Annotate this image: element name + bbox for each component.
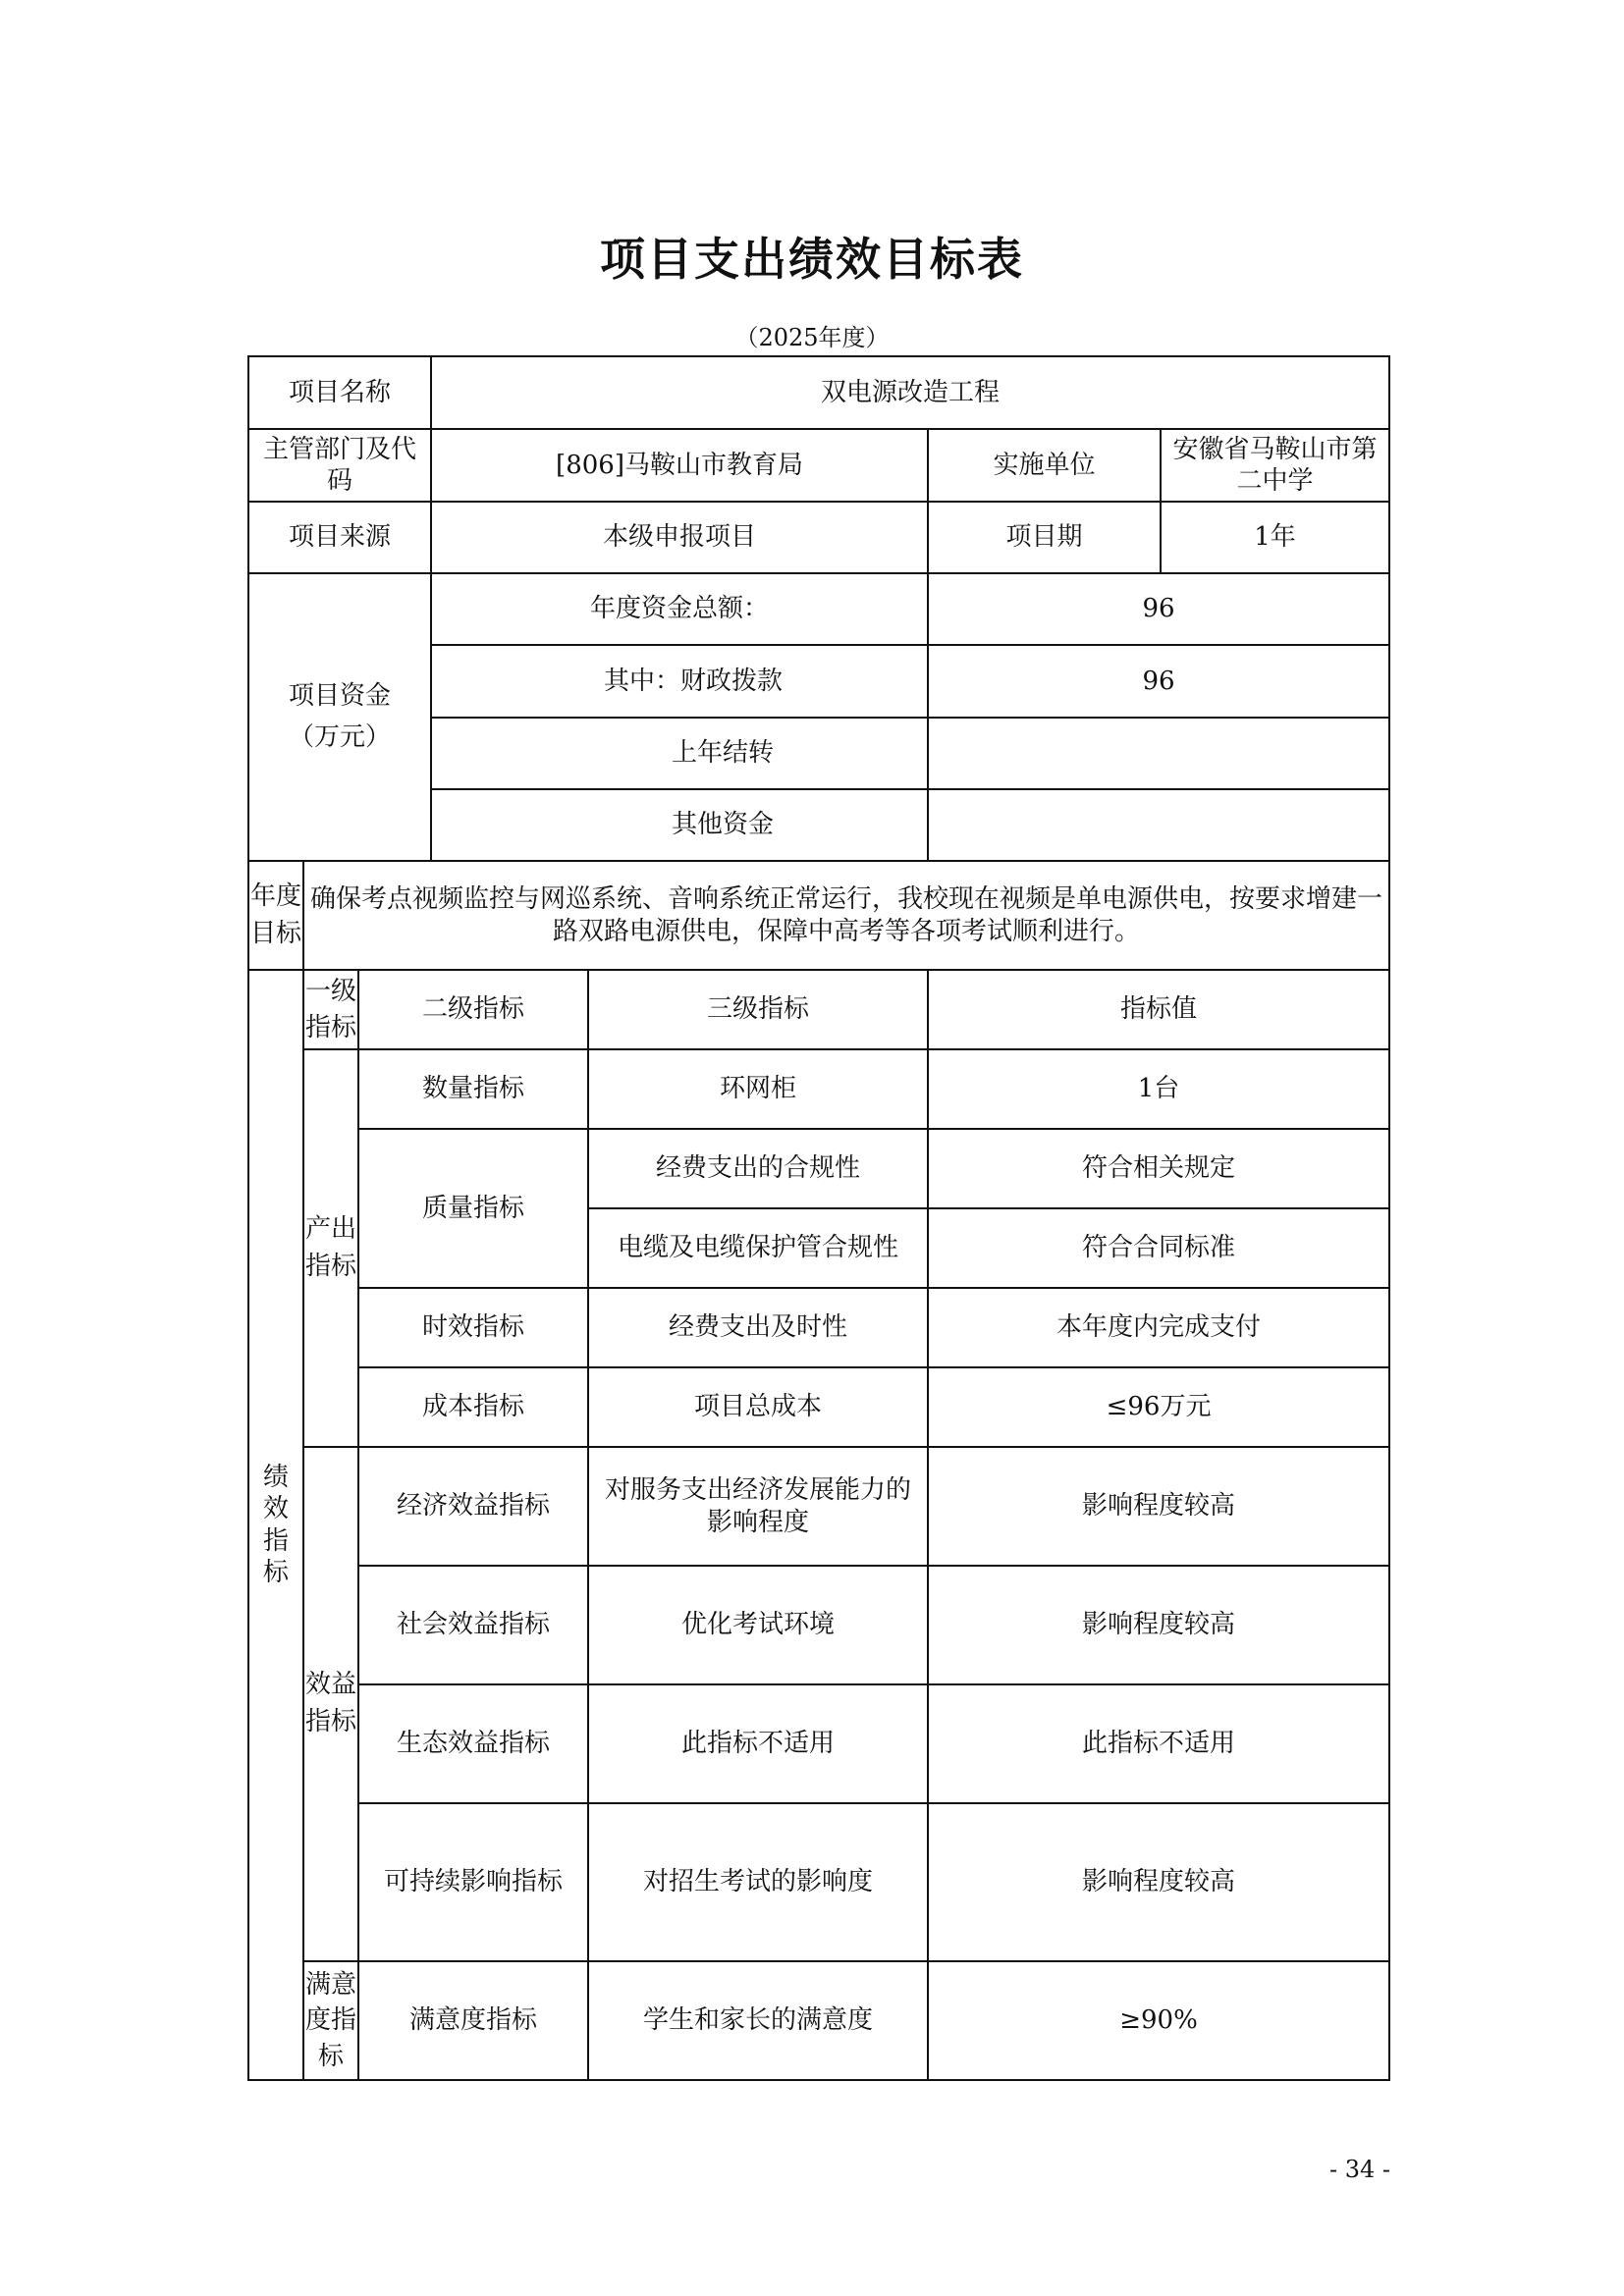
indicator-value: 1台 xyxy=(928,1049,1389,1129)
indicator-level2: 社会效益指标 xyxy=(358,1566,588,1684)
project-name-value: 双电源改造工程 xyxy=(431,356,1389,429)
period-value: 1年 xyxy=(1161,502,1389,573)
indicator-value: 符合合同标准 xyxy=(928,1208,1389,1288)
period-label: 项目期 xyxy=(928,502,1161,573)
page-number: - 34 - xyxy=(1328,2156,1390,2183)
carryover-label: 上年结转 xyxy=(431,718,928,789)
indicator-level3: 经费支出的合规性 xyxy=(588,1129,928,1208)
indicator-level3: 优化考试环境 xyxy=(588,1566,928,1684)
indicator-level3: 对招生考试的影响度 xyxy=(588,1803,928,1961)
other-funds-label: 其他资金 xyxy=(431,789,928,861)
dept-value: [806]马鞍山市教育局 xyxy=(431,429,928,502)
dept-label: 主管部门及代码 xyxy=(248,429,431,502)
indicator-value: 符合相关规定 xyxy=(928,1129,1389,1208)
indicator-level2: 可持续影响指标 xyxy=(358,1803,588,1961)
indicator-level2: 质量指标 xyxy=(358,1129,588,1288)
carryover-value xyxy=(928,718,1389,789)
fiscal-label: 其中：财政拨款 xyxy=(431,645,928,718)
benefit-indicators-label: 效益 指标 xyxy=(303,1447,358,1961)
indicator-level2: 数量指标 xyxy=(358,1049,588,1129)
indicator-value: ≥90% xyxy=(928,1961,1389,2080)
annual-total-label: 年度资金总额： xyxy=(431,573,928,645)
indicator-level3: 经费支出及时性 xyxy=(588,1288,928,1367)
satisfaction-indicators-label: 满意 度指 标 xyxy=(303,1961,358,2080)
indicator-level2: 生态效益指标 xyxy=(358,1684,588,1803)
indicator-level3: 此指标不适用 xyxy=(588,1684,928,1803)
indicator-level2: 满意度指标 xyxy=(358,1961,588,2080)
impl-unit-value: 安徽省马鞍山市第二中学 xyxy=(1161,429,1389,502)
indicator-level3: 项目总成本 xyxy=(588,1367,928,1447)
source-label: 项目来源 xyxy=(248,502,431,573)
year-subtitle: （2025年度） xyxy=(734,324,890,351)
header-level3: 三级指标 xyxy=(588,970,928,1049)
indicator-value: 影响程度较高 xyxy=(928,1803,1389,1961)
indicator-level2: 时效指标 xyxy=(358,1288,588,1367)
annual-goal-label: 年度 目标 xyxy=(248,861,303,970)
indicator-level2: 成本指标 xyxy=(358,1367,588,1447)
header-level2: 二级指标 xyxy=(358,970,588,1049)
impl-unit-label: 实施单位 xyxy=(928,429,1161,502)
indicator-value: 影响程度较高 xyxy=(928,1447,1389,1566)
fiscal-value: 96 xyxy=(928,645,1389,718)
performance-indicators-label: 绩 效 指 标 xyxy=(248,970,303,2080)
indicator-level3: 对服务支出经济发展能力的影响程度 xyxy=(588,1447,928,1566)
other-funds-value xyxy=(928,789,1389,861)
source-value: 本级申报项目 xyxy=(431,502,928,573)
indicator-value: 本年度内完成支付 xyxy=(928,1288,1389,1367)
funds-label: 项目资金 （万元） xyxy=(248,573,431,861)
header-value: 指标值 xyxy=(928,970,1389,1049)
indicator-level2: 经济效益指标 xyxy=(358,1447,588,1566)
indicator-level3: 学生和家长的满意度 xyxy=(588,1961,928,2080)
indicator-level3: 电缆及电缆保护管合规性 xyxy=(588,1208,928,1288)
page-title: 项目支出绩效目标表 xyxy=(600,233,1024,286)
annual-goal-text: 确保考点视频监控与网巡系统、音响系统正常运行，我校现在视频是单电源供电，按要求增建一路双路电源供电，保障中高考等各项考试顺利进行。 xyxy=(303,861,1389,970)
project-name-label: 项目名称 xyxy=(248,356,431,429)
performance-table xyxy=(247,355,1390,2081)
indicator-value: 影响程度较高 xyxy=(928,1566,1389,1684)
header-level1: 一级 指标 xyxy=(303,970,358,1049)
output-indicators-label: 产出 指标 xyxy=(303,1049,358,1447)
annual-total-value: 96 xyxy=(928,573,1389,645)
indicator-value: ≤96万元 xyxy=(928,1367,1389,1447)
indicator-value: 此指标不适用 xyxy=(928,1684,1389,1803)
indicator-level3: 环网柜 xyxy=(588,1049,928,1129)
